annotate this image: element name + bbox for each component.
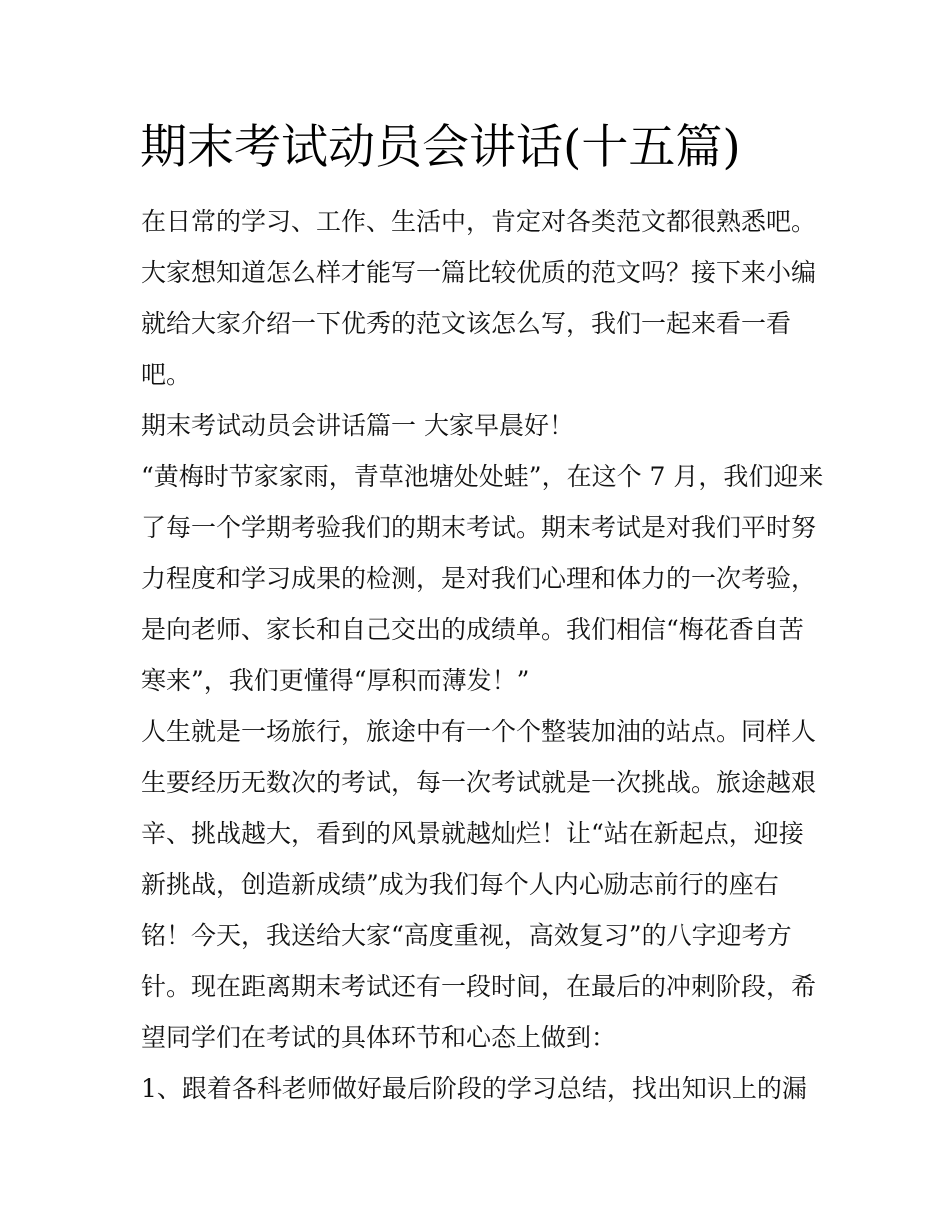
body-line: 寒来”，我们更懂得“厚积而薄发！” xyxy=(141,666,530,695)
section-heading-line: 期末考试动员会讲话篇一 大家早晨好！ xyxy=(141,411,574,440)
body-line: 生要经历无数次的考试，每一次考试就是一次挑战。旅途越艰 xyxy=(141,768,817,797)
body-line: 针。现在距离期末考试还有一段时间，在最后的冲刺阶段，希 xyxy=(141,972,817,1001)
body-line: 铭！今天，我送给大家“高度重视，高效复习”的八字迎考方 xyxy=(141,921,792,950)
body-line: 望同学们在考试的具体环节和心态上做到： xyxy=(141,1023,617,1052)
document-title: 期末考试动员会讲话(十五篇) xyxy=(140,120,741,175)
body-line: 吧。 xyxy=(141,360,192,389)
body-line: 是向老师、家长和自己交出的成绩单。我们相信“梅花香自苦 xyxy=(141,615,804,644)
body-line: 了每一个学期考验我们的期末考试。期末考试是对我们平时努 xyxy=(141,513,817,542)
body-line: 就给大家介绍一下优秀的范文该怎么写，我们一起来看一看 xyxy=(141,309,792,338)
body-line: 力程度和学习成果的检测，是对我们心理和体力的一次考验， xyxy=(141,564,817,593)
body-line: 人生就是一场旅行，旅途中有一个个整装加油的站点。同样人 xyxy=(141,717,817,746)
document-body xyxy=(141,196,824,1114)
body-line: 1、跟着各科老师做好最后阶段的学习总结，找出知识上的漏 xyxy=(141,1074,807,1103)
body-line: 新挑战，创造新成绩”成为我们每个人内心励志前行的座右 xyxy=(141,870,779,899)
body-line: 辛、挑战越大，看到的风景就越灿烂！让“站在新起点，迎接 xyxy=(141,819,804,848)
body-line: 在日常的学习、工作、生活中，肯定对各类范文都很熟悉吧。 xyxy=(141,207,817,236)
body-line: “黄梅时节家家雨，青草池塘处处蛙”，在这个 7 月，我们迎来 xyxy=(141,462,824,491)
body-line: 大家想知道怎么样才能写一篇比较优质的范文吗？接下来小编 xyxy=(141,258,817,287)
